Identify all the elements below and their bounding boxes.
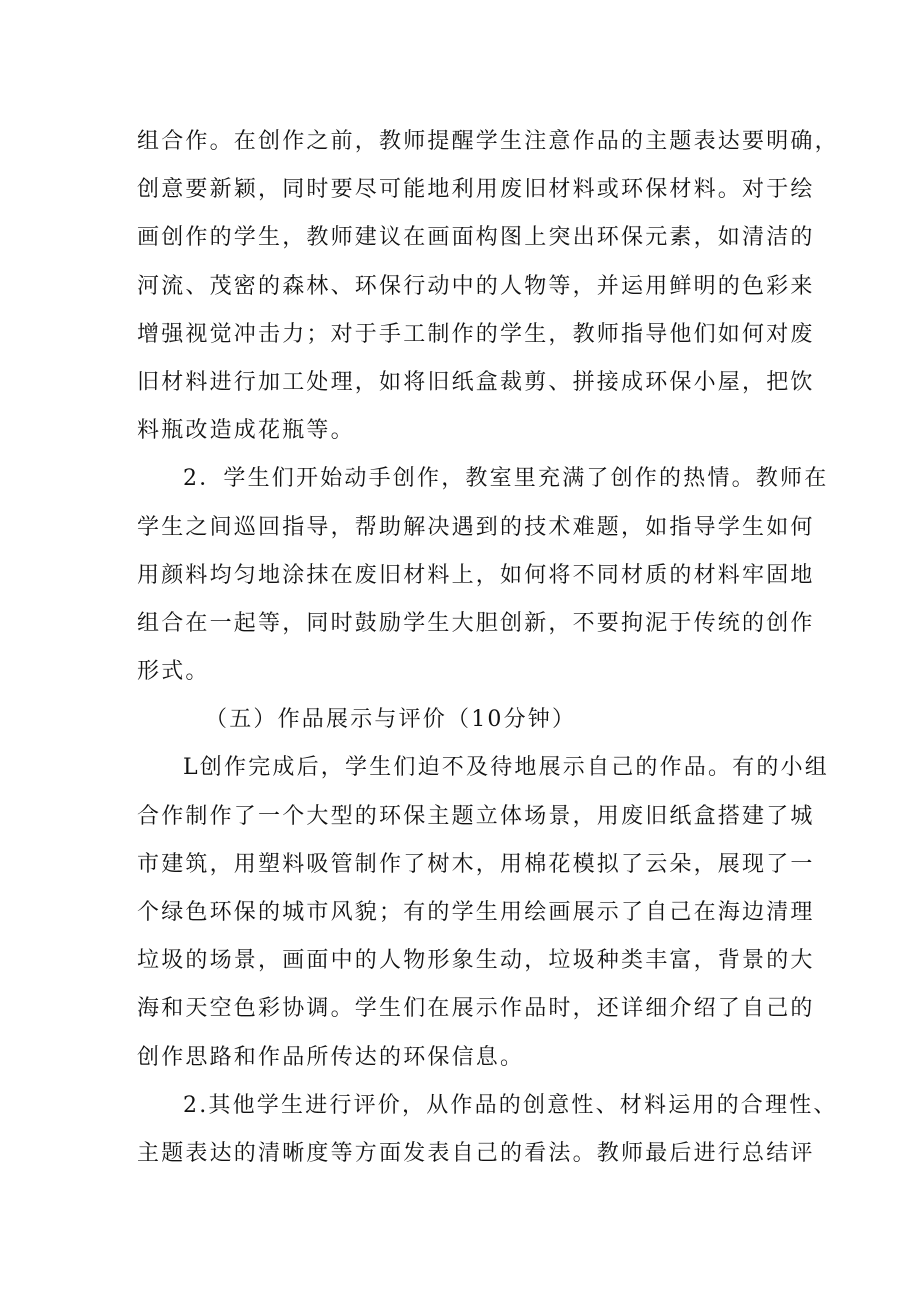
text-line: 旧材料进行加工处理，如将旧纸盒裁剪、拼接成环保小屋，把饮 (137, 369, 815, 395)
heading-text: （五）作品展示与评价（10分钟） (205, 707, 577, 733)
text-line: 创作思路和作品所传达的环保信息。 (137, 1044, 525, 1070)
text-line: 增强视觉冲击力；对于手工制作的学生，教师指导他们如何对废 (137, 321, 815, 347)
text-line: 组合作。在创作之前，教师提醒学生注意作品的主题表达要明确， (137, 129, 839, 154)
paragraph (137, 744, 830, 1081)
text-line: 合作制作了一个大型的环保主题立体场景，用废旧纸盒搭建了城 (137, 803, 815, 829)
text-line: 河流、茂密的森林、环保行动中的人物等，并运用鲜明的色彩来 (137, 273, 815, 299)
paragraph (137, 455, 829, 696)
text-line: 用颜料均匀地涂抹在废旧材料上，如何将不同材质的材料牢固地 (137, 562, 815, 588)
text-line: 垃圾的场景，画面中的人物形象生动，垃圾种类丰富，背景的大 (137, 948, 815, 974)
text-line: 创意要新颖，同时要尽可能地利用废旧材料或环保材料。对于绘 (137, 177, 815, 203)
section-heading (137, 696, 810, 744)
text-line: 学生之间巡回指导，帮助解决遇到的技术难题，如指导学生如何 (137, 514, 815, 540)
text-line: 市建筑，用塑料吸管制作了树木，用棉花模拟了云朵，展现了一 (137, 851, 815, 877)
paragraph (137, 118, 839, 455)
text-line: L创作完成后，学生们迫不及待地展示自己的作品。有的小组 (183, 755, 830, 781)
text-line: 形式。 (137, 659, 210, 685)
text-line: 个绿色环保的城市风貌；有的学生用绘画展示了自己在海边清理 (137, 900, 815, 925)
paragraph (137, 1082, 838, 1178)
text-line: 主题表达的清晰度等方面发表自己的看法。教师最后进行总结评 (137, 1140, 815, 1166)
text-line: 2．学生们开始动手创作，教室里充满了创作的热情。教师在 (183, 466, 829, 492)
text-line: 海和天空色彩协调。学生们在展示作品时，还详细介绍了自己的 (137, 996, 815, 1022)
text-line: 料瓶改造成花瓶等。 (137, 418, 355, 444)
text-line: 2.其他学生进行评价，从作品的创意性、材料运用的合理性、 (183, 1092, 838, 1118)
text-line: 组合在一起等，同时鼓励学生大胆创新，不要拘泥于传统的创作 (137, 610, 815, 636)
text-line: 画创作的学生，教师建议在画面构图上突出环保元素，如清洁的 (137, 225, 815, 251)
